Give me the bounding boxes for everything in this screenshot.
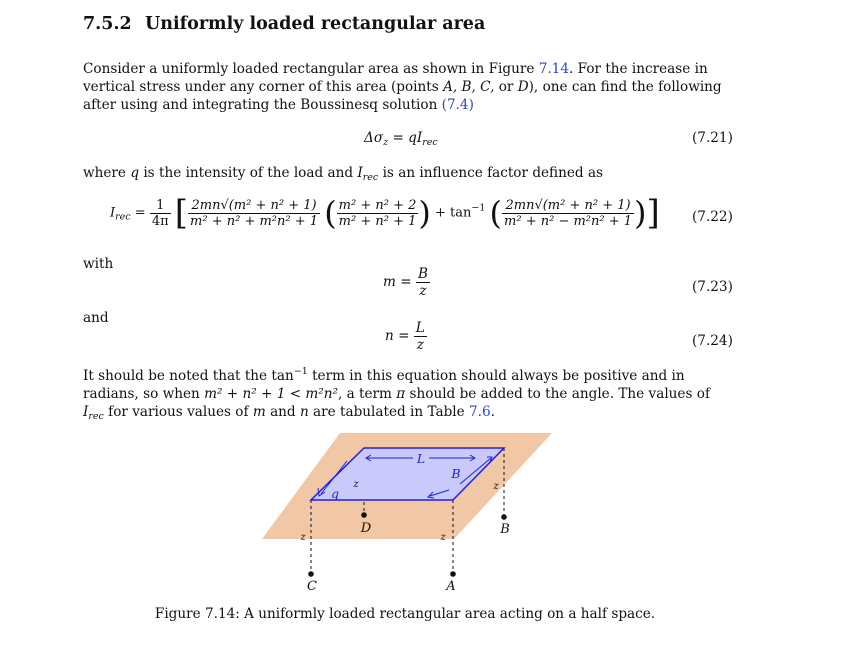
label-z-c: z: [300, 532, 306, 543]
intro-text-2: . For the increase in vertical stress under any corner of this area (points: [83, 61, 708, 95]
eq21-rhs: = qI: [388, 130, 423, 146]
eq22-left-paren: (: [324, 194, 337, 232]
note-n: n: [299, 404, 309, 420]
point-c-dot: [308, 571, 314, 577]
note-inverse: −1: [293, 366, 308, 377]
table-ref-link[interactable]: 7.6: [469, 404, 491, 420]
section-number: 7.5.2: [83, 14, 132, 34]
eq22-f1-num: 1: [150, 198, 171, 214]
figure-ref-link[interactable]: 7.14: [538, 61, 569, 77]
label-b-top: B: [451, 466, 461, 481]
where-text-1: where: [83, 165, 131, 181]
where-text-3: is an influence factor defined as: [378, 165, 604, 181]
eq22-left-bracket: [: [174, 193, 189, 233]
equation-ref-link[interactable]: (7.4): [441, 97, 474, 113]
eq22-f3-num: m² + n² + 2: [338, 197, 417, 213]
eq22-f2-num: 2mn√(m² + n² + 1): [188, 198, 320, 214]
eq23-num: B: [417, 266, 428, 282]
equation-number-7-22: (7.22): [692, 209, 733, 225]
note-text-4: should be added to the angle. The values of: [405, 386, 710, 402]
eq21-lhs-sub: z: [383, 137, 389, 148]
label-z-a: z: [440, 532, 446, 543]
eq24-num: L: [415, 320, 425, 336]
eq22-f1-den: 4π: [151, 213, 169, 229]
note-text-3: , a term: [337, 386, 397, 402]
eq21-rhs-sub: rec: [422, 137, 438, 148]
and-label: and: [83, 310, 109, 326]
eq22-f4-num: 2mn√(m² + n² + 1): [502, 198, 634, 214]
note-text-1: It should be noted that the tan: [83, 368, 294, 384]
eq22-right-paren: ): [418, 194, 431, 232]
where-i: I: [357, 165, 363, 181]
eq22-right-bracket: ]: [646, 193, 660, 233]
eq21-lhs: Δσ: [364, 130, 384, 146]
intro-text-3: or: [494, 79, 518, 95]
eq22-lhs: I: [110, 205, 116, 221]
eq24-den: z: [416, 337, 424, 353]
note-condition: m² + n² + 1 < m²n²: [204, 386, 338, 402]
where-i-sub: rec: [362, 172, 379, 183]
intro-points: A, B, C,: [443, 79, 495, 95]
equation-number-7-21: (7.21): [692, 130, 733, 146]
intro-text-4: ), one can find the following after using and integrating the Boussinesq solution: [83, 79, 722, 113]
note-text-6: and: [265, 404, 300, 420]
eq23-den: z: [419, 283, 427, 299]
label-point-c: C: [307, 579, 317, 594]
label-point-d: D: [360, 521, 372, 536]
point-a-dot: [450, 571, 456, 577]
label-q: q: [330, 486, 340, 501]
eq22-inverse: −1: [471, 202, 486, 214]
where-text-2: is the intensity of the load and: [139, 165, 358, 181]
point-b-dot: [501, 514, 507, 520]
note-text-5: for various values of: [103, 404, 253, 420]
eq22-equals: =: [134, 205, 146, 221]
label-point-b: B: [500, 522, 510, 537]
note-i-sub: rec: [88, 411, 104, 422]
note-text-2: term in this equation should always be positive and in radians, so when: [83, 368, 685, 402]
label-z-d: z: [353, 479, 359, 490]
figure-caption: Figure 7.14: A uniformly loaded rectangular area acting on a half space.: [154, 606, 656, 622]
eq24-lhs: n =: [385, 328, 410, 344]
eq22-lhs-sub: rec: [115, 211, 131, 223]
where-q: q: [130, 165, 140, 181]
eq22-right-paren-2: ): [634, 194, 647, 232]
intro-point-d: D: [517, 79, 529, 95]
eq22-plus-tan: + tan: [435, 205, 472, 221]
note-pi: π: [396, 386, 406, 402]
label-point-a: A: [446, 579, 456, 594]
eq22-left-paren-2: (: [489, 194, 503, 232]
eq22-f3-den: m² + n² + 1: [338, 213, 417, 229]
note-text-7: are tabulated in Table: [308, 404, 469, 420]
equation-number-7-23: (7.23): [692, 279, 733, 295]
point-d-dot: [361, 512, 367, 518]
eq22-f4-den: m² + n² − m²n² + 1: [504, 213, 633, 229]
with-label: with: [83, 256, 114, 272]
label-z-b: z: [493, 481, 499, 492]
eq22-f2-den: m² + n² + m²n² + 1: [190, 213, 319, 229]
note-i: I: [83, 404, 89, 420]
label-l: L: [416, 451, 426, 466]
intro-text-1: Consider a uniformly loaded rectangular area as shown in Figure: [83, 61, 539, 77]
eq23-lhs: m =: [383, 274, 412, 290]
note-text-8: .: [490, 404, 495, 420]
note-m: m: [252, 404, 266, 420]
equation-number-7-24: (7.24): [692, 333, 733, 349]
section-title: Uniformly loaded rectangular area: [145, 14, 486, 34]
